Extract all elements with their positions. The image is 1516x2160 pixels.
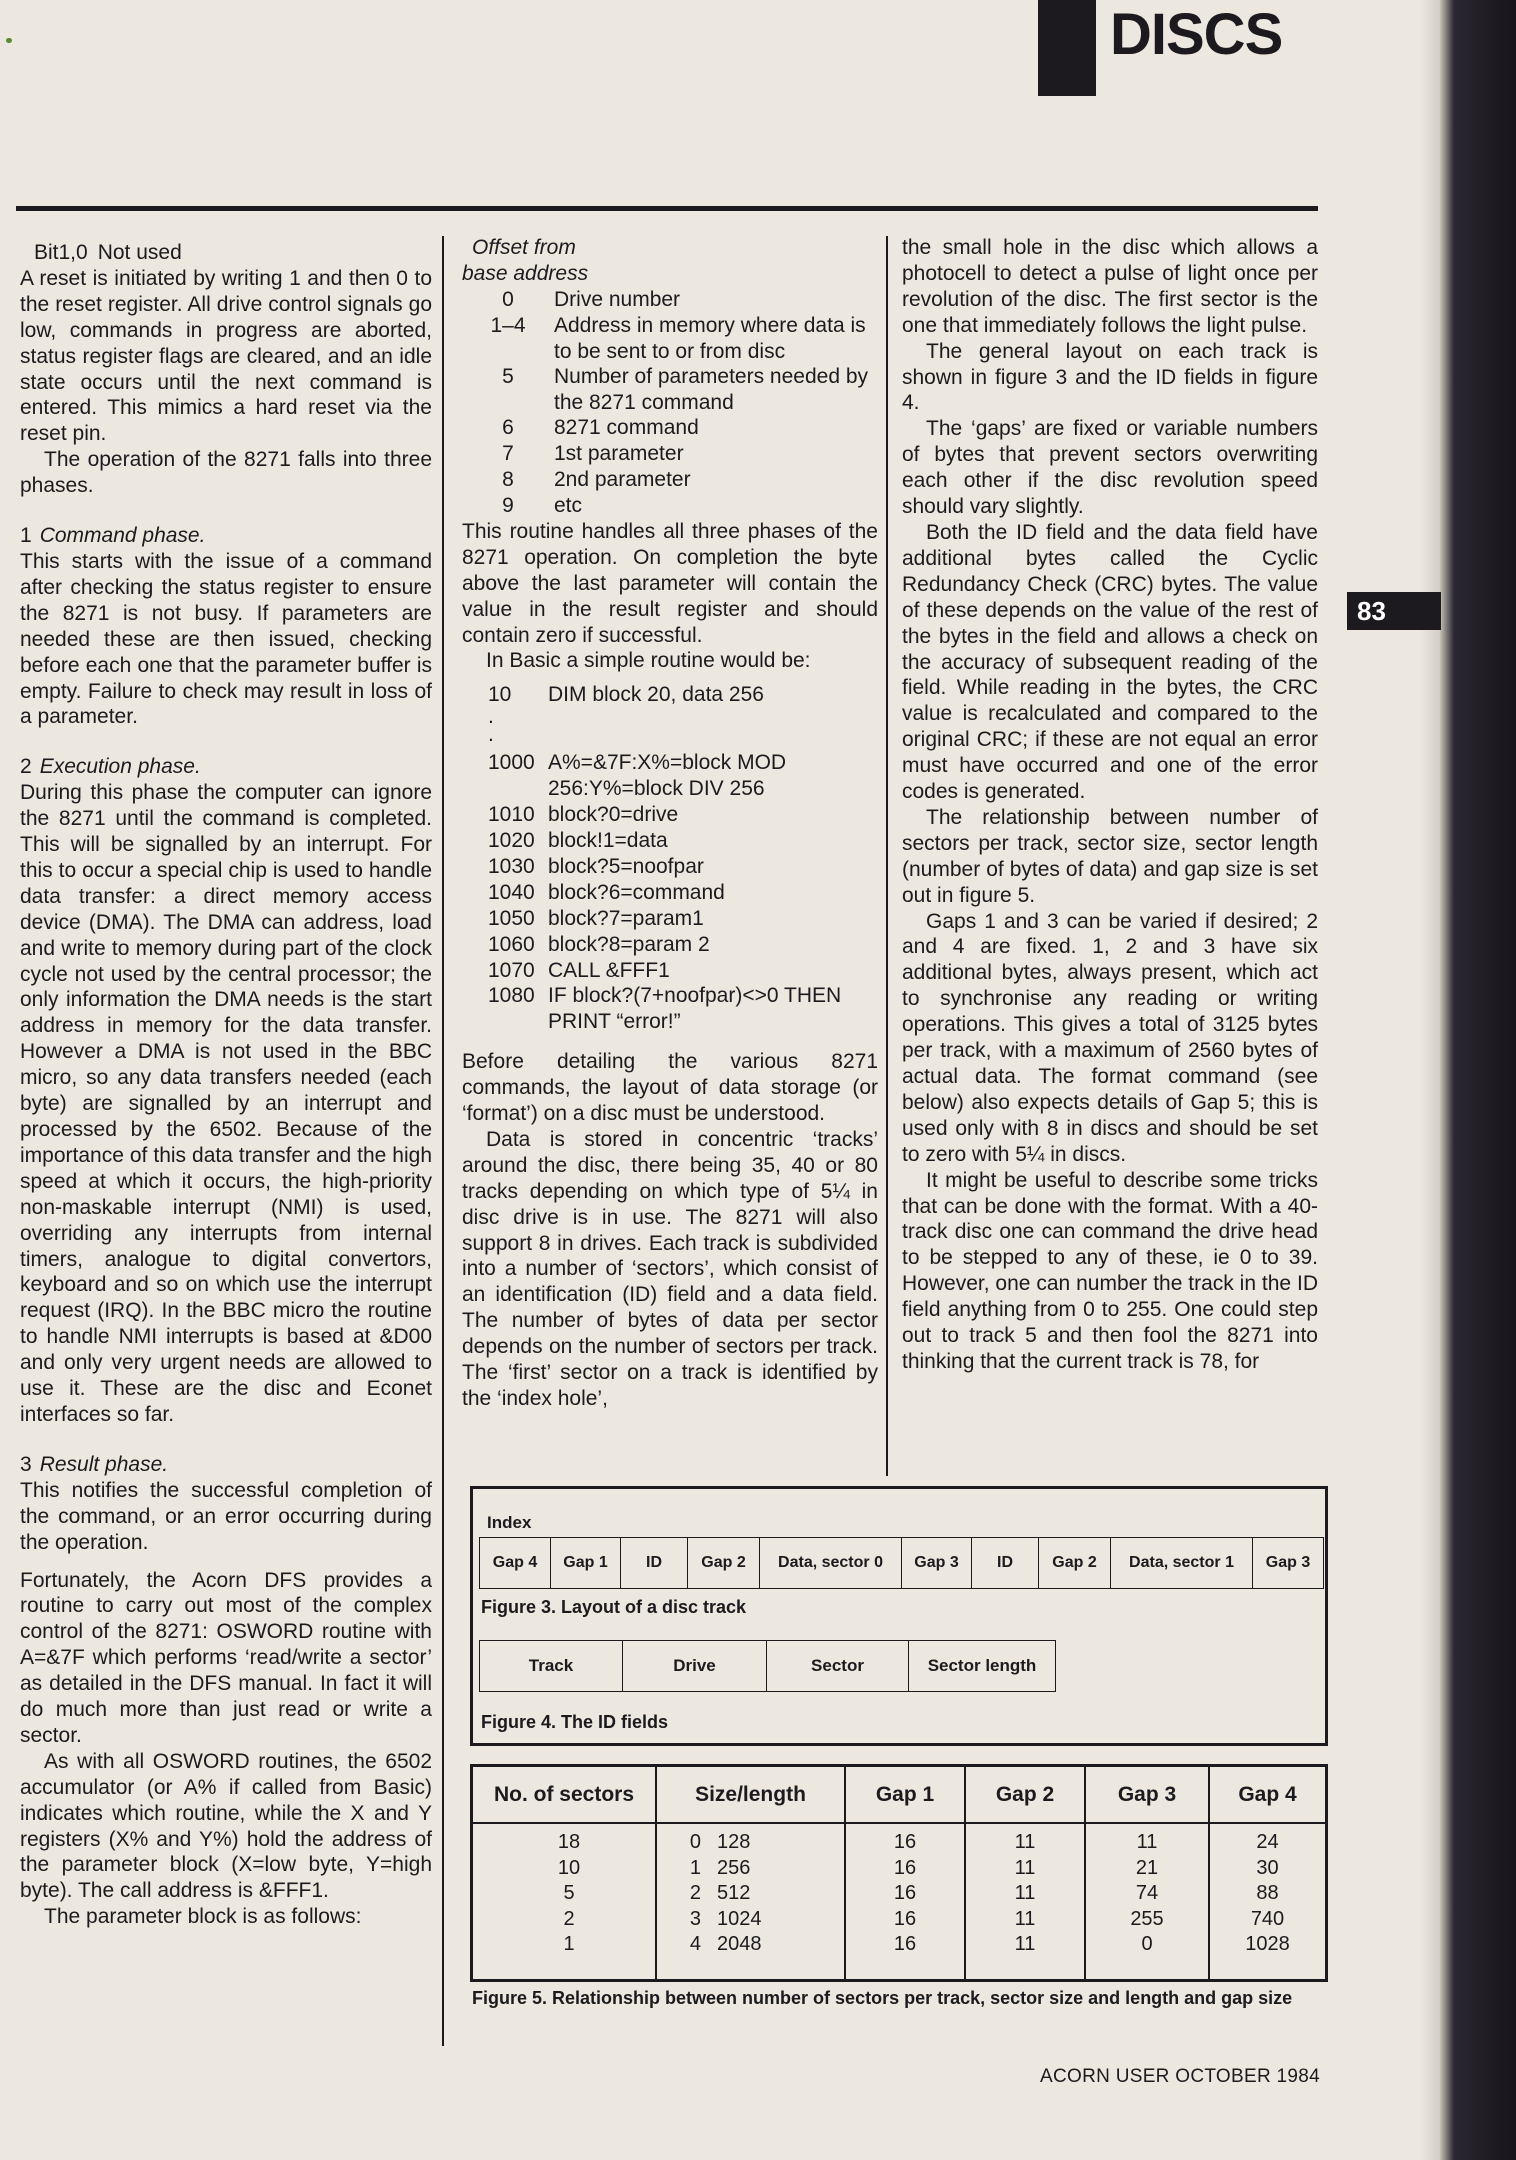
section-title: DISCS — [1110, 2, 1283, 67]
code-ellipsis — [462, 705, 878, 747]
code-line-number: 1010 — [488, 803, 535, 827]
spacer — [20, 730, 432, 754]
figure-3-caption: Figure 3. Layout of a disc track — [481, 1597, 747, 1617]
spacer — [20, 1428, 432, 1452]
cell-gap-2: 11 — [1014, 1856, 1036, 1879]
id-fields — [479, 1640, 1056, 1692]
track-cell-gap-3: Gap 3 — [902, 1538, 972, 1588]
code-line-text: block?6=command — [548, 880, 725, 904]
paragraph-phase-1: This starts with the issue of a command after checking the status register to ensure the 8271 is not busy. If parameters are needed these are then issued, checking before each one that the parameter buffer is empty. Failure to check may result in loss of a parameter. — [20, 549, 432, 729]
param-offset: 8 — [502, 468, 514, 492]
column-3 — [902, 235, 1318, 1375]
cell-gap-3: 21 — [1135, 1856, 1159, 1879]
track-cell-gap-2: Gap 2 — [688, 1538, 760, 1588]
cell-gap-3: 11 — [1136, 1831, 1158, 1853]
cell-length: 2048 — [717, 1933, 762, 1955]
spacer — [462, 1035, 878, 1049]
column-gap-4 — [1210, 1824, 1325, 1979]
code-dot: . — [488, 705, 494, 729]
phase-1-number: 1 — [20, 524, 32, 548]
track-cell-id: ID — [972, 1538, 1039, 1588]
param-desc: 2nd parameter — [554, 468, 691, 492]
parameter-list — [462, 287, 878, 519]
code-line-text: block?7=param1 — [548, 906, 704, 930]
cell-sectors: 5 — [563, 1882, 575, 1904]
cell-size: 1 — [689, 1856, 701, 1879]
sector-table — [473, 1767, 1325, 1979]
paragraph-fortunately: Fortunately, the Acorn DFS provides a routine to carry out most of the complex control of the 8271: OSWORD routine with A=&7F which performs ‘read/write a sector’ as detailed in the DFS manual. In fact it will do much more than just read or write a sector. — [20, 1568, 432, 1747]
cell-gap-2: 11 — [1014, 1882, 1036, 1904]
cell-length: 1024 — [717, 1907, 762, 1930]
paragraph-phase-2: During this phase the computer can ignore the 8271 until the command is completed. This will be signalled by an interrupt. For this to occur a special chip is used to handle data transfer: a direct memory access device (DMA). The DMA can address, load and write to memory during part of the clock cycle not used by the central processor; the only information the DMA needs is the start address in memory for the data transfer. However a DMA is not used in the BBC micro, so any data transfers needed (each byte) are signalled by an interrupt and processed by the 6502. Because of the importance of this data transfer and the high speed at which it occurs, the high-priority non-maskable interrupt (NMI) is used, overriding any interrupts from internal timers, analogue to digital convertors, keyboard and so on which use the interrupt request (IRQ). In the BBC micro the routine to handle NMI interrupts is based at &D00 and only very urgent needs are allowed to use it. These are the disc and Econet interfaces so far. — [20, 781, 432, 1426]
param-offset: 7 — [502, 442, 514, 466]
code-line-number: 10 — [488, 683, 512, 707]
column-rule-1 — [442, 236, 444, 2046]
header-gap-3: Gap 3 — [1086, 1767, 1210, 1822]
cell-gap-4: 24 — [1256, 1831, 1279, 1853]
cell-size-length — [657, 1830, 844, 1856]
cell-gap-4: 88 — [1256, 1882, 1279, 1904]
header-no-of-sectors: No. of sectors — [473, 1767, 657, 1822]
page-number-tab: 83 — [1347, 592, 1441, 630]
code-line-number: 1040 — [488, 880, 535, 904]
header-gap-2: Gap 2 — [966, 1767, 1086, 1822]
code-line-number: 1060 — [488, 932, 535, 956]
cell-gap-2: 11 — [1014, 1933, 1036, 1955]
bit-text: Not used — [97, 241, 182, 264]
track-cell-gap-3: Gap 3 — [1265, 1554, 1311, 1571]
offset-header-line-2: base address — [462, 262, 589, 285]
code-dot: . — [488, 723, 494, 747]
cell-size-length — [657, 1881, 844, 1907]
figure-5-table — [470, 1764, 1328, 1982]
param-desc: Drive number — [554, 288, 681, 311]
param-desc: Address in memory where data is to be sent to or from disc — [554, 313, 866, 363]
phase-3-number: 3 — [20, 1452, 32, 1476]
header-size-length: Size/length — [657, 1767, 846, 1822]
paragraph-hole: the small hole in the disc which allows a photocell to detect a pulse of light once per revolution of the disc. The first sector is the one that immediately follows the light pulse. — [902, 236, 1318, 337]
disc-track-layout — [479, 1537, 1324, 1589]
spacer — [20, 499, 432, 523]
header-rule — [16, 206, 1318, 211]
paragraph-relationship: The relationship between number of sectors per track, sector size, sector length (number of bytes of data) and gap size is set out in figure 5. — [902, 805, 1318, 907]
paragraph-operation: The operation of the 8271 falls into three phases. — [20, 448, 432, 498]
paragraph-basic: In Basic a simple routine would be: — [486, 649, 811, 673]
cell-gap-2: 11 — [1014, 1907, 1036, 1930]
cell-size: 3 — [689, 1907, 701, 1930]
cell-size-length — [657, 1907, 844, 1933]
phase-2-title: Execution phase. — [39, 755, 201, 779]
bit-label: Bit1,0 — [34, 241, 88, 264]
phase-3-title: Result phase. — [39, 1452, 169, 1476]
cell-sectors: 10 — [557, 1856, 581, 1879]
paragraph-routine: This routine handles all three phases of the 8271 operation. On completion the byte above the last parameter will contain the value in the result register and should contain zero if successful. — [462, 519, 878, 647]
track-cell-gap-4: Gap 4 — [480, 1538, 551, 1588]
header-gap-4: Gap 4 — [1238, 1782, 1297, 1806]
code-line-number: 1020 — [488, 828, 535, 852]
track-cell-gap-1: Gap 1 — [551, 1538, 621, 1588]
figure-3-4-box — [470, 1486, 1328, 1746]
cell-gap-1: 16 — [893, 1933, 917, 1955]
param-desc: 8271 command — [554, 416, 699, 440]
bit-line — [20, 240, 432, 266]
param-offset: 6 — [502, 416, 514, 440]
cell-gap-1: 16 — [893, 1831, 917, 1853]
paragraph-general: The general layout on each track is shown in figure 3 and the ID fields in figure 4. — [902, 339, 1318, 415]
page-edge — [1440, 0, 1516, 2160]
column-gap-1 — [846, 1824, 966, 1979]
cell-gap-4: 30 — [1256, 1856, 1279, 1879]
code-line-text: block?5=noofpar — [548, 854, 704, 878]
param-offset: 1–4 — [490, 313, 526, 337]
code-line-text: A%=&7F:X%=block MOD 256:Y%=block DIV 256 — [548, 751, 787, 801]
cell-sectors: 18 — [557, 1831, 581, 1853]
column-no-of-sectors — [473, 1824, 657, 1979]
figure-5-caption: Figure 5. Relationship between number of sectors per track, sector size and length and gap size — [472, 1988, 1293, 2008]
cell-sectors: 2 — [563, 1907, 575, 1930]
cell-gap-4: 740 — [1250, 1907, 1285, 1930]
paragraph-phase-3: This notifies the successful completion of the command, or an error occurring during the operation. — [20, 1478, 432, 1554]
code-listing — [462, 750, 878, 1035]
cell-size: 0 — [689, 1831, 701, 1853]
track-cell-id: ID — [621, 1538, 688, 1588]
param-offset: 5 — [502, 365, 514, 389]
param-desc: Number of parameters needed by the 8271 command — [554, 365, 869, 414]
print-speck — [6, 38, 12, 43]
id-cell-track: Track — [480, 1641, 623, 1691]
track-cell-gap-2: Gap 2 — [1039, 1538, 1111, 1588]
header-gap-1: Gap 1 — [846, 1767, 966, 1822]
cell-sectors: 1 — [563, 1933, 575, 1955]
spacer — [462, 674, 878, 682]
cell-length: 128 — [717, 1831, 751, 1853]
cell-gap-1: 16 — [893, 1882, 917, 1904]
cell-size: 4 — [689, 1933, 701, 1955]
footer-issue: ACORN USER OCTOBER 1984 — [1040, 2066, 1321, 2087]
column-1 — [20, 240, 432, 1930]
code-line-number: 1000 — [488, 751, 535, 775]
phase-2-heading — [20, 754, 432, 780]
phase-3-heading — [20, 1452, 432, 1478]
paragraph-useful: It might be useful to describe some tricks that can be done with the format. With a 40-track disc one can command the drive head to be stepped to any of these, ie 0 to 39. However, one can number the track in the ID field anything from 0 to 255. One could step out to track 5 and then fool the 8271 into thinking that the current track is 78, for — [902, 1168, 1318, 1373]
cell-gap-4: 1028 — [1245, 1933, 1290, 1955]
spacer — [20, 1556, 432, 1568]
phase-2-number: 2 — [20, 755, 32, 779]
cell-gap-3: 0 — [1141, 1933, 1153, 1955]
paragraph-osword: As with all OSWORD routines, the 6502 accumulator (or A% if called from Basic) indicates which routine, while the X and Y registers (X% and Y%) hold the address of the parameter block (X=low byte, Y=high byte). The call address is &FFF1. — [20, 1749, 432, 1903]
paragraph-gaps-1-3: Gaps 1 and 3 can be varied if desired; 2 and 4 are fixed. 1, 2 and 3 have six additional bytes, always present, which act to synchronise any reading or writing operations. This gives a total of 3125 bytes per track, with a maximum of 2560 bytes of actual data. The format command (see below) also expects details of Gap 5; this is used only with 8 in discs and should be set to zero with 5¼ in discs. — [902, 909, 1318, 1166]
code-line-number: 1050 — [488, 906, 535, 930]
cell-size-length — [657, 1932, 844, 1958]
cell-gap-3: 74 — [1135, 1882, 1159, 1904]
param-desc: etc — [554, 494, 583, 517]
cell-gap-1: 16 — [893, 1907, 917, 1930]
id-cell-drive: Drive — [623, 1641, 767, 1691]
cell-gap-3: 255 — [1130, 1907, 1164, 1930]
code-line-text: CALL &FFF1 — [548, 958, 670, 982]
param-desc: 1st parameter — [554, 442, 684, 466]
code-line-text: IF block?(7+noofpar)<>0 THEN PRINT “error!” — [548, 984, 842, 1034]
paragraph-parameter-block: The parameter block is as follows: — [44, 1905, 362, 1929]
index-label: Index — [487, 1513, 532, 1532]
track-cell-data-sector-0: Data, sector 0 — [760, 1538, 902, 1588]
figure-4-caption: Figure 4. The ID fields — [481, 1712, 669, 1732]
page-shadow — [1420, 0, 1442, 2160]
code-line-text: DIM block 20, data 256 — [548, 683, 764, 707]
column-rule-2 — [886, 236, 888, 1476]
phase-1-title: Command phase. — [39, 524, 206, 548]
paragraph-before: Before detailing the various 8271 commands, the layout of data storage (or ‘format’) on a disc must be understood. — [462, 1050, 878, 1126]
param-offset: 9 — [502, 494, 514, 517]
code-line-number: 1080 — [488, 984, 535, 1008]
id-cell-sector-length: Sector length — [927, 1656, 1037, 1675]
header-block — [1038, 0, 1096, 96]
code-line-text: block!1=data — [548, 828, 668, 852]
column-gap-2 — [966, 1824, 1086, 1979]
code-line-number: 1030 — [488, 854, 535, 878]
code-line-text: block?0=drive — [548, 803, 679, 827]
paragraph-crc: Both the ID field and the data field have additional bytes called the Cyclic Redundancy Check (CRC) bytes. The value of these depends on the value of the rest of the bytes in the field and allows a check on the accuracy of subsequent reading of the field. While reading in the bytes, the CRC value is recalculated and compared to the original CRC; if these are not equal an error must have occurred and one of the error codes is generated. — [902, 520, 1318, 804]
cell-gap-2: 11 — [1014, 1831, 1036, 1853]
offset-header-line-1: Offset from — [472, 236, 576, 259]
cell-gap-1: 16 — [893, 1856, 917, 1879]
column-gap-3 — [1086, 1824, 1210, 1979]
cell-length: 512 — [717, 1882, 751, 1904]
track-cell-data-sector-1: Data, sector 1 — [1111, 1538, 1253, 1588]
paragraph-data: Data is stored in concentric ‘tracks’ around the disc, there being 35, 40 or 80 tracks depending on which type of 5¼ in disc drive is in use. The 8271 will also support 8 in drives. Each track is subdivided into a number of ‘sectors’, which consist of an identification (ID) field and a data field. The number of bytes of data per sector depends on the number of sectors per track. The ‘first’ sector on a track is identified by the ‘index hole’, — [462, 1127, 878, 1410]
cell-size: 2 — [689, 1882, 701, 1904]
cell-size-length — [657, 1856, 844, 1882]
table-body — [473, 1824, 1325, 1979]
paragraph-gaps: The ‘gaps’ are fixed or variable numbers of bytes that prevent sectors overwriting each other if the disc revolution speed should vary slightly. — [902, 417, 1318, 519]
paragraph-reset: A reset is initiated by writing 1 and then 0 to the reset register. All drive control signals go low, commands in progress are aborted, status register flags are cleared, and an idle state occurs until the next command is entered. This mimics a hard reset via the reset pin. — [20, 266, 432, 446]
column-size-length — [657, 1824, 846, 1979]
param-offset: 0 — [502, 288, 514, 311]
code-line-first — [462, 682, 878, 708]
cell-length: 256 — [717, 1856, 751, 1879]
id-cell-sector: Sector — [767, 1641, 909, 1691]
table-header-row — [473, 1767, 1325, 1824]
phase-1-heading — [20, 523, 432, 549]
column-2 — [462, 235, 878, 1412]
code-line-text: block?8=param 2 — [548, 932, 710, 956]
code-line-number: 1070 — [488, 958, 535, 982]
